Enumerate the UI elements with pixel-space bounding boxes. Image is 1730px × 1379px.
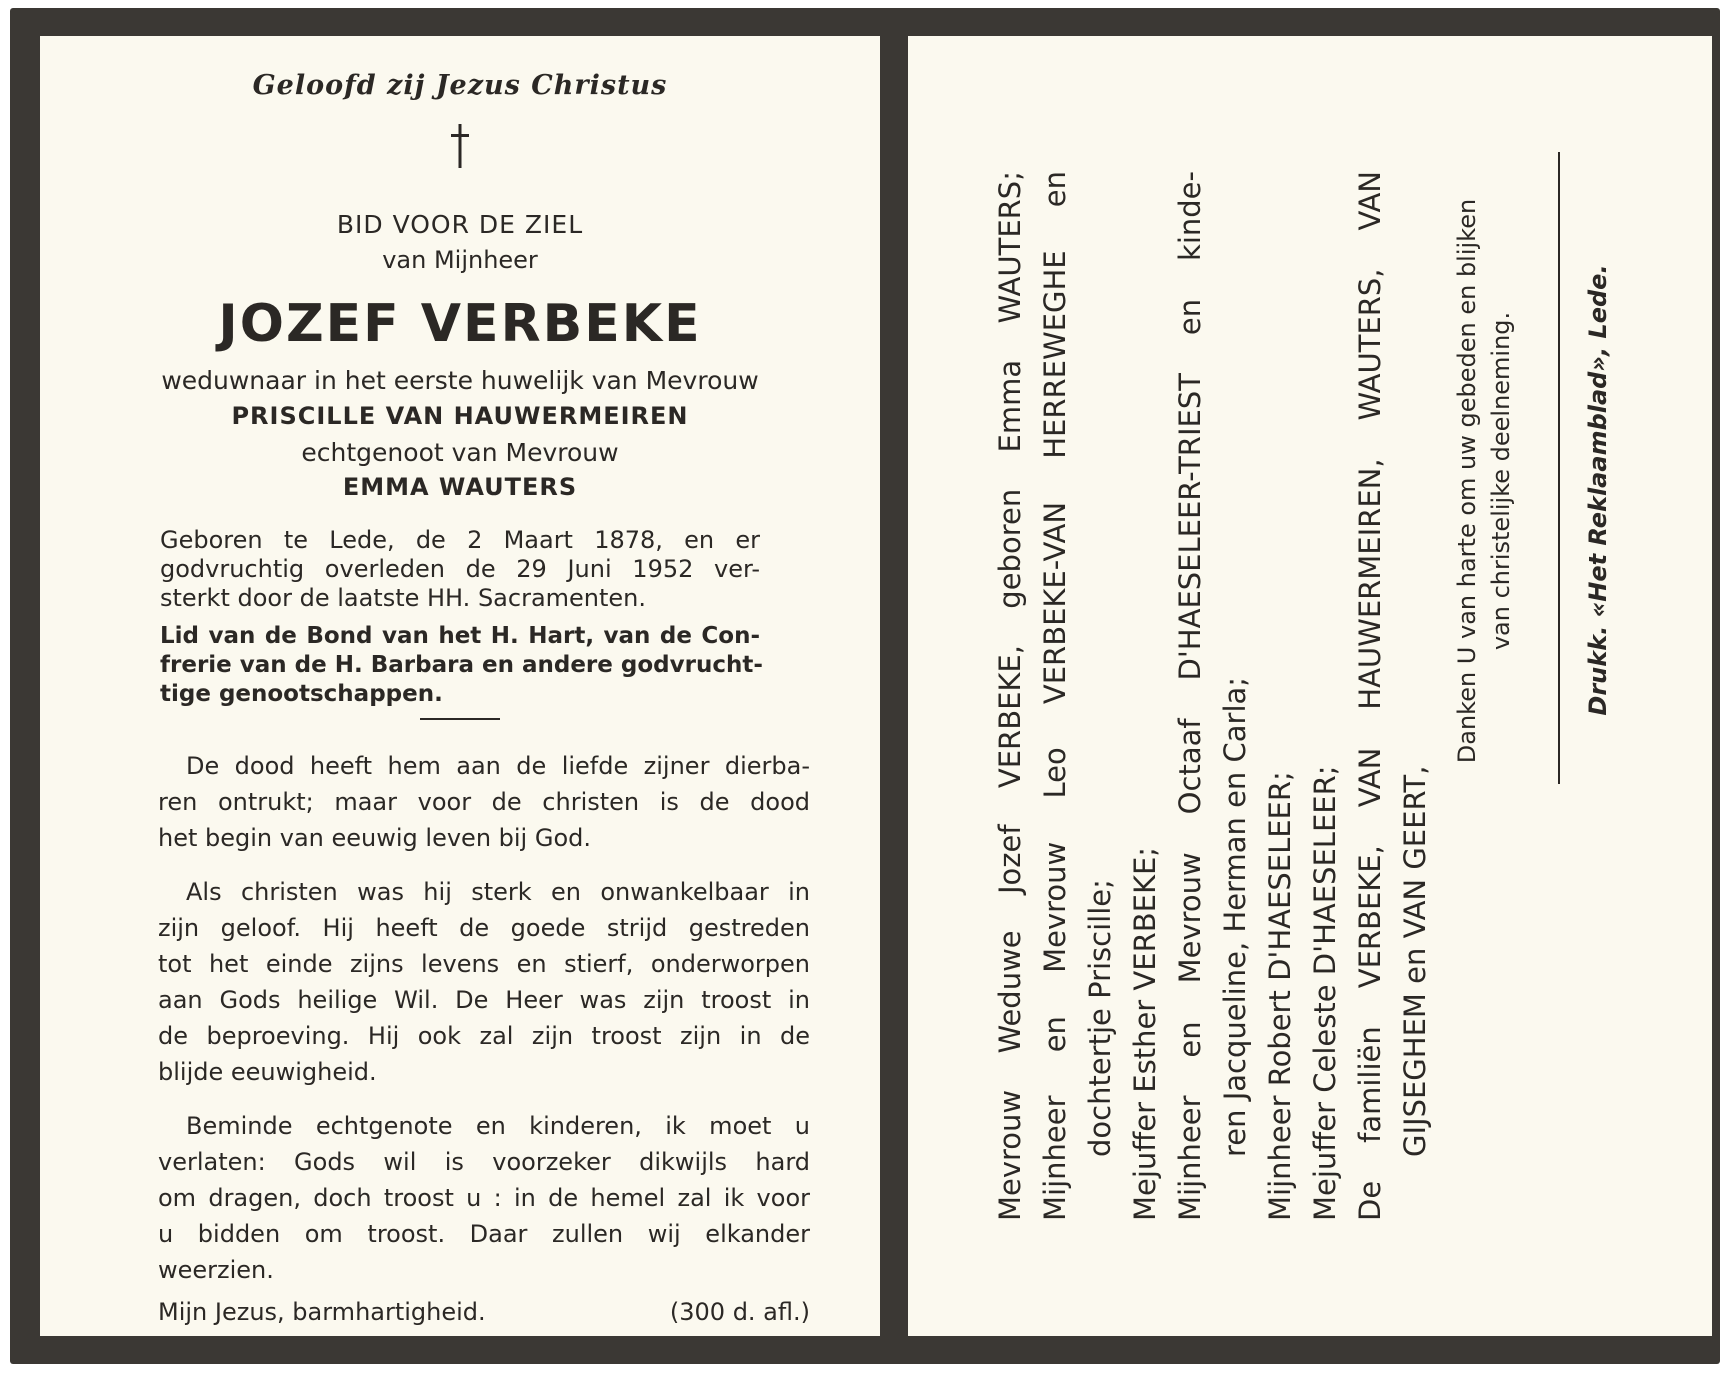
text-line: Lid van de Bond van het H. Hart, van de Con- [160,623,760,649]
family-list [988,171,1438,1221]
text-line: Als christen was hij sterk en onwankelbaar in [186,878,810,906]
paragraph-2 [158,874,810,1090]
title-of: van Mijnheer [382,246,538,274]
text-line: blijde eeuwigheid. [158,1058,377,1086]
cross-icon [448,124,472,168]
text-line: het begin van eeuwig leven bij God. [158,824,591,852]
text-line: godvruchtig overleden de 29 Juni 1952 ver- [160,555,760,583]
text-line: om dragen, doch troost u : in de hemel zal ik voor [158,1184,810,1212]
text-line: sterkt door de laatste HH. Sacramenten. [160,584,647,612]
text-line: Danken U van harte om uw gebeden en blijken [1453,198,1481,764]
family-line: Mijnheer en Mevrouw Octaaf D'HAESELEER-TRIEST en kinde- [1173,171,1207,1221]
indulgence-note: (300 d. afl.) [669,1298,810,1326]
left-panel [40,36,880,1336]
family-line: Mijnheer en Mevrouw Leo VERBEKE-VAN HERREWEGHE en [1038,171,1072,1221]
family-line: GIJSEGHEM en VAN GEERT, [1398,765,1432,1157]
birth-death-paragraph [160,526,760,613]
text-line: verlaten: Gods wil is voorzeker dikwijls hard [158,1148,810,1176]
text-line: u bidden om troost. Daar zullen wij elkander [158,1220,810,1248]
family-line: Mijnheer Robert D'HAESELEER; [1263,771,1297,1221]
text-line: van christelijke deelneming. [1487,311,1515,651]
text-line: zijn geloof. Hij heeft de goede strijd gestreden [158,914,810,942]
text-line: frerie van de H. Barbara en andere godvrucht- [160,652,763,678]
paragraph-3 [158,1108,810,1288]
membership-paragraph [160,622,763,709]
text-line: de beproeving. Hij ook zal zijn troost zijn in de [158,1022,810,1050]
text-line: ren ontrukt; maar voor de christen is de dood [158,788,810,816]
card-fold [880,8,908,1364]
printer-credit: Drukk. «Het Reklaamblad», Lede. [1584,264,1612,716]
family-line: Mejuffer Celeste D'HAESELEER; [1308,765,1342,1221]
first-wife-name: PRISCILLE VAN HAUWERMEIREN [231,402,689,430]
text-line: Beminde echtgenote en kinderen, ik moet u [186,1112,810,1140]
second-wife-name: EMMA WAUTERS [342,473,578,501]
thanks-note [1450,166,1518,796]
text-line: weerzien. [158,1256,274,1284]
widower-line: weduwnaar in het eerste huwelijk van Mevrouw [161,366,759,395]
motto: Geloofd zij Jezus Christus [252,70,668,101]
text-line: Geboren te Lede, de 2 Maart 1878, en er [160,526,760,554]
family-line: Mejuffer Esther VERBEKE; [1128,846,1162,1221]
deceased-name: JOZEF VERBEKE [218,294,702,354]
prayer-request: BID VOOR DE ZIEL [336,210,584,239]
text-line: De dood heeft hem aan de liefde zijner dierba- [186,752,810,780]
divider-line [420,718,500,720]
spouse-line: echtgenoot van Mevrouw [301,438,619,467]
family-line: De familiën VERBEKE, VAN HAUWERMEIREN, WAUTERS, VAN [1353,171,1387,1221]
printer-rule [1558,152,1560,784]
paragraph-1 [158,748,810,856]
text-line: aan Gods heilige Wil. De Heer was zijn troost in [158,986,810,1014]
text-line: tige genootschappen. [160,681,443,707]
family-line: ren Jacqueline, Herman en Carla; [1218,676,1252,1157]
memorial-card [10,8,1720,1364]
right-panel [908,36,1712,1336]
text-line: tot het einde zijns levens en stierf, onderworpen [158,950,810,978]
family-line: dochtertje Priscille; [1083,879,1117,1157]
family-line: Mevrouw Weduwe Jozef VERBEKE, geboren Emma WAUTERS; [993,171,1027,1221]
closing-prayer: Mijn Jezus, barmhartigheid. [158,1298,486,1326]
